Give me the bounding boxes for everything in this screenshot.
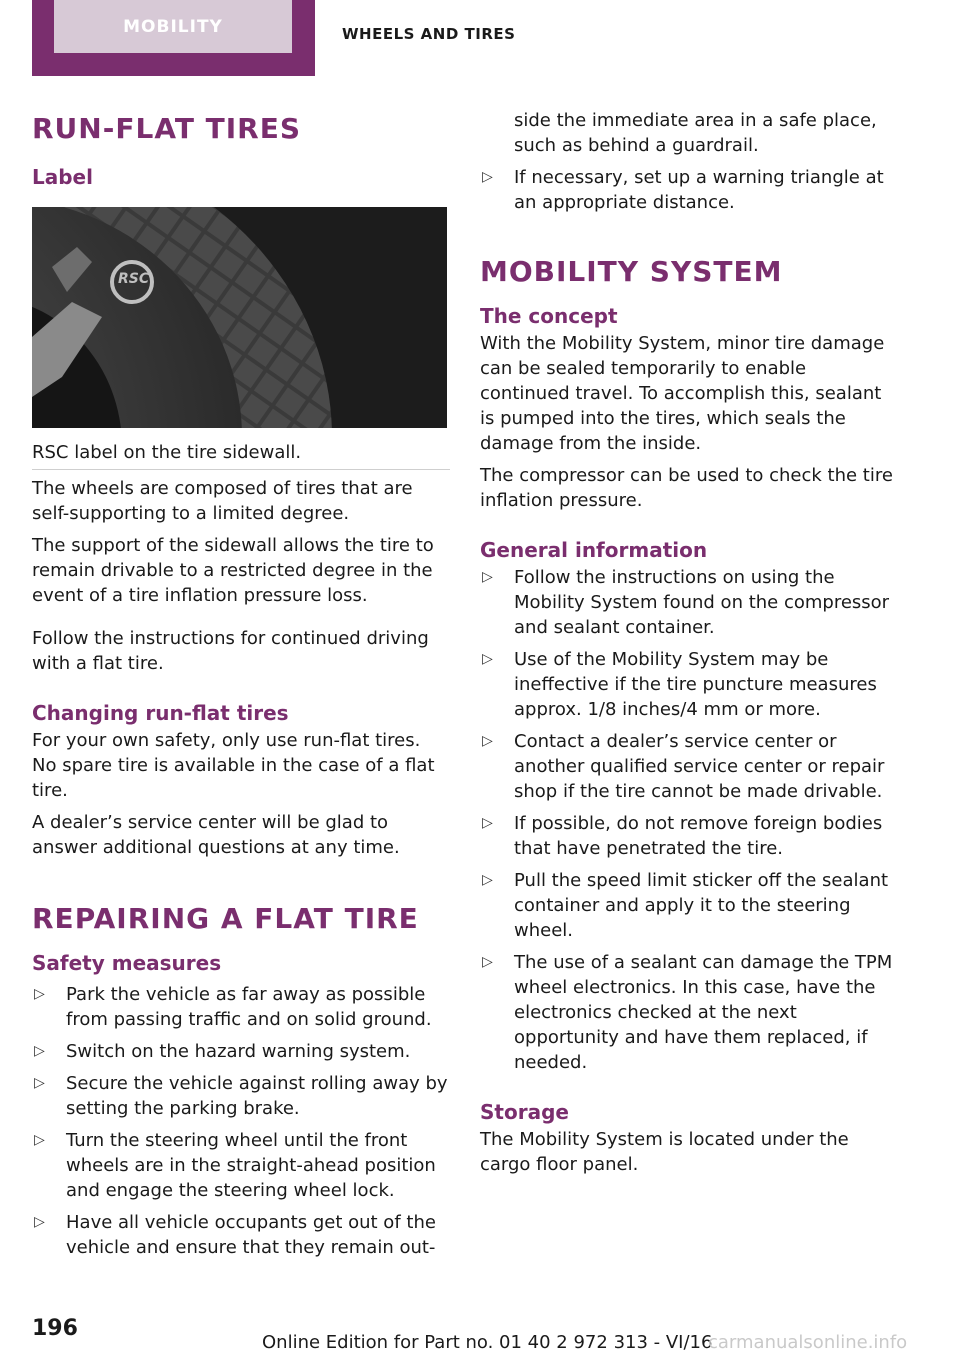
page-number: 196 (32, 1316, 78, 1341)
safety-list (32, 982, 450, 1260)
bullet-arrow-icon: ▷ (34, 1132, 45, 1148)
bullet-arrow-icon: ▷ (482, 733, 493, 749)
paragraph-dealer-service: A dealer’s service center will be glad to answer additional questions at any time. (32, 812, 400, 858)
list-item: ▷ Switch on the hazard warning system. (34, 1041, 411, 1062)
list-item: ▷ Contact a dealer’s service center or another qualified service center or repair shop if the tire cannot be made drivable. (482, 731, 885, 802)
tire-illustration (32, 207, 447, 428)
paragraph-compressor: The compressor can be used to check the tire inflation pressure. (480, 465, 893, 511)
heading-storage: Storage (480, 1100, 569, 1124)
heading-safety-measures: Safety measures (32, 951, 222, 975)
heading-mobility-system: MOBILITY SYSTEM (480, 255, 783, 288)
header-tab-label: MOBILITY (54, 0, 292, 53)
header-section-title: WHEELS AND TIRES (342, 25, 516, 43)
bullet-arrow-icon: ▷ (482, 569, 493, 585)
safety-list-continued (480, 108, 898, 215)
paragraph-own-safety: For your own safety, only use run-flat tires. No spare tire is available in the case of a flat tire. (32, 730, 435, 801)
rsc-logo: RSC (118, 271, 150, 287)
photo-caption: RSC label on the tire sidewall. (32, 442, 302, 463)
right-column (480, 108, 898, 1177)
list-item-continued: side the immediate area in a safe place, such as behind a guardrail. (514, 110, 877, 156)
paragraph-storage: The Mobility System is located under the cargo floor panel. (480, 1129, 849, 1175)
general-list (480, 565, 898, 1075)
heading-label: Label (32, 165, 93, 189)
header-tab (32, 0, 315, 76)
paragraph-follow-instructions: Follow the instructions for continued driving with a flat tire. (32, 628, 429, 674)
list-item: ▷ If possible, do not remove foreign bodies that have penetrated the tire. (482, 813, 883, 859)
bullet-arrow-icon: ▷ (482, 954, 493, 970)
heading-general-information: General information (480, 538, 708, 562)
bullet-arrow-icon: ▷ (34, 986, 45, 1002)
paragraph-self-supporting: The wheels are composed of tires that are self-supporting to a limited degree. (32, 478, 413, 524)
left-column (32, 108, 450, 1260)
heading-repairing-flat-tire: REPAIRING A FLAT TIRE (32, 902, 419, 935)
list-item: ▷ The use of a sealant can damage the TPM wheel electronics. In this case, have the electronics checked at the next opportunity and have them replaced, if needed. (482, 952, 893, 1073)
heading-changing-run-flat: Changing run-flat tires (32, 701, 289, 725)
list-item: ▷ If necessary, set up a warning triangle at an appropriate distance. (482, 167, 884, 213)
bullet-arrow-icon: ▷ (482, 651, 493, 667)
list-item: ▷ Use of the Mobility System may be ineffective if the tire puncture measures approx. 1/8 inches/4 mm or more. (482, 649, 877, 720)
list-item: ▷ Have all vehicle occupants get out of the vehicle and ensure that they remain out- (34, 1212, 436, 1258)
bullet-arrow-icon: ▷ (34, 1214, 45, 1230)
list-item: ▷ Pull the speed limit sticker off the sealant container and apply it to the steering wheel. (482, 870, 889, 941)
paragraph-sidewall-support: The support of the sidewall allows the tire to remain drivable to a restricted degree in the event of a tire inflation pressure loss. (32, 535, 434, 606)
list-item: ▷ Turn the steering wheel until the front wheels are in the straight-ahead position and engage the steering wheel lock. (34, 1130, 436, 1201)
list-item: ▷ Park the vehicle as far away as possible from passing traffic and on solid ground. (34, 984, 432, 1030)
paragraph-concept: With the Mobility System, minor tire damage can be sealed temporarily to enable continued travel. To accomplish this, sealant is pumped into the tires, which seals the damage from the inside. (480, 333, 885, 454)
bullet-arrow-icon: ▷ (482, 169, 493, 185)
edition-note: Online Edition for Part no. 01 40 2 972 313 - VI/16 (262, 1332, 713, 1353)
bullet-arrow-icon: ▷ (482, 815, 493, 831)
tire-photo (32, 207, 447, 428)
watermark: carmanualsonline.info (708, 1332, 908, 1353)
heading-the-concept: The concept (480, 304, 618, 328)
bullet-arrow-icon: ▷ (482, 872, 493, 888)
bullet-arrow-icon: ▷ (34, 1075, 45, 1091)
list-item: ▷ Secure the vehicle against rolling away by setting the parking brake. (34, 1073, 448, 1119)
list-item: ▷ Follow the instructions on using the Mobility System found on the compressor and sealant container. (482, 567, 890, 638)
caption-divider (32, 469, 450, 470)
bullet-arrow-icon: ▷ (34, 1043, 45, 1059)
heading-run-flat-tires: RUN-FLAT TIRES (32, 112, 302, 145)
